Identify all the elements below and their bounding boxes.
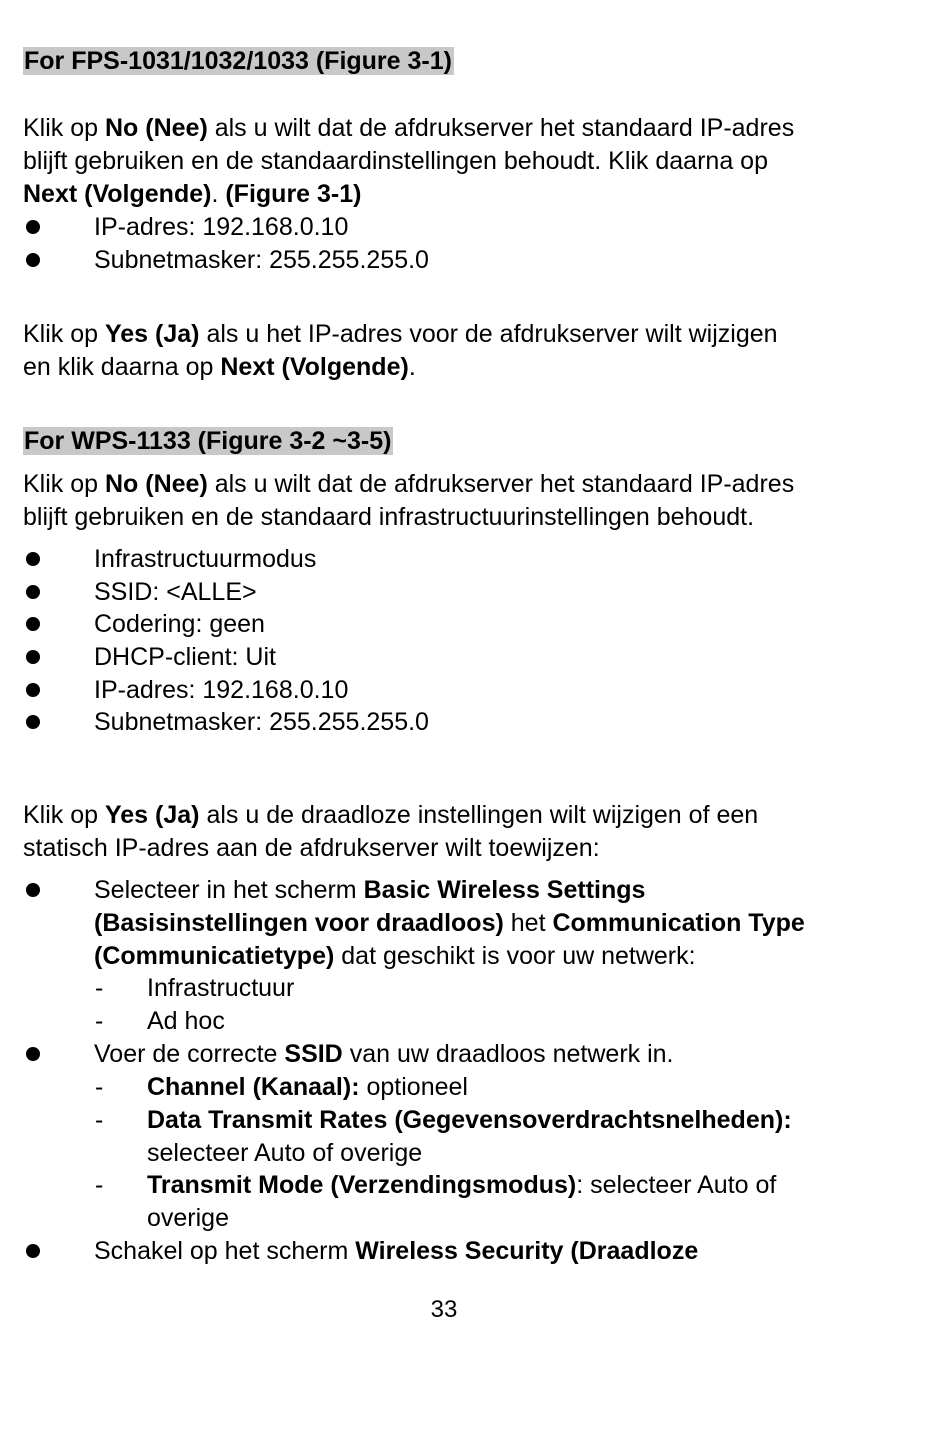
dash-marker: - bbox=[95, 1106, 104, 1134]
bullet-icon bbox=[26, 650, 40, 664]
list-item: DHCP-client: Uit bbox=[94, 643, 276, 671]
sub-item: Transmit Mode (Verzendingsmodus): selecteer Auto of bbox=[147, 1171, 777, 1199]
sub-item: Data Transmit Rates (Gegevensoverdrachtsnelheden): bbox=[147, 1106, 792, 1134]
paragraph-line: en klik daarna op Next (Volgende). bbox=[23, 353, 416, 381]
list-item: Selecteer in het scherm Basic Wireless Settings bbox=[94, 876, 646, 904]
paragraph-line: Klik op No (Nee) als u wilt dat de afdrukserver het standaard IP-adres bbox=[23, 114, 795, 142]
list-item: Subnetmasker: 255.255.255.0 bbox=[94, 708, 429, 736]
list-item: Subnetmasker: 255.255.255.0 bbox=[94, 246, 429, 274]
bullet-icon bbox=[26, 585, 40, 599]
list-item-cont: (Communicatietype) dat geschikt is voor uw netwerk: bbox=[94, 942, 696, 970]
bullet-icon bbox=[26, 883, 40, 897]
sub-item-cont: selecteer Auto of overige bbox=[147, 1139, 423, 1167]
bullet-icon bbox=[26, 1244, 40, 1258]
bullet-icon bbox=[26, 253, 40, 267]
paragraph-line: Klik op Yes (Ja) als u het IP-adres voor de afdrukserver wilt wijzigen bbox=[23, 320, 778, 348]
list-item-cont: (Basisinstellingen voor draadloos) het Communication Type bbox=[94, 909, 805, 937]
paragraph-line: Klik op Yes (Ja) als u de draadloze instellingen wilt wijzigen of een bbox=[23, 801, 759, 829]
dash-marker: - bbox=[95, 1171, 104, 1199]
dash-marker: - bbox=[95, 1007, 104, 1035]
list-item: IP-adres: 192.168.0.10 bbox=[94, 676, 349, 704]
bullet-icon bbox=[26, 1047, 40, 1061]
sub-item: Ad hoc bbox=[147, 1007, 225, 1035]
paragraph-line: Next (Volgende). (Figure 3-1) bbox=[23, 180, 362, 208]
page-number: 33 bbox=[430, 1296, 458, 1323]
sub-item: Channel (Kanaal): optioneel bbox=[147, 1073, 468, 1101]
bullet-icon bbox=[26, 683, 40, 697]
paragraph-line: blijft gebruiken en de standaardinstellingen behoudt. Klik daarna op bbox=[23, 147, 768, 175]
list-item: Voer de correcte SSID van uw draadloos netwerk in. bbox=[94, 1040, 674, 1068]
dash-marker: - bbox=[95, 1073, 104, 1101]
bullet-icon bbox=[26, 715, 40, 729]
list-item: IP-adres: 192.168.0.10 bbox=[94, 213, 349, 241]
section-heading-fps: For FPS-1031/1032/1033 (Figure 3-1) bbox=[24, 47, 452, 75]
paragraph-line: blijft gebruiken en de standaard infrastructuurinstellingen behoudt. bbox=[23, 503, 755, 531]
paragraph-line: Klik op No (Nee) als u wilt dat de afdrukserver het standaard IP-adres bbox=[23, 470, 795, 498]
sub-item: Infrastructuur bbox=[147, 974, 295, 1002]
list-item: Schakel op het scherm Wireless Security (Draadloze bbox=[94, 1237, 699, 1265]
bullet-icon bbox=[26, 617, 40, 631]
sub-item-cont: overige bbox=[147, 1204, 229, 1232]
section-heading-wps: For WPS-1133 (Figure 3-2 ~3-5) bbox=[24, 427, 392, 455]
bullet-icon bbox=[26, 552, 40, 566]
paragraph-line: statisch IP-adres aan de afdrukserver wilt toewijzen: bbox=[23, 834, 600, 862]
list-item: SSID: <ALLE> bbox=[94, 578, 257, 606]
list-item: Codering: geen bbox=[94, 610, 265, 638]
list-item: Infrastructuurmodus bbox=[94, 545, 317, 573]
bullet-icon bbox=[26, 220, 40, 234]
dash-marker: - bbox=[95, 974, 104, 1002]
